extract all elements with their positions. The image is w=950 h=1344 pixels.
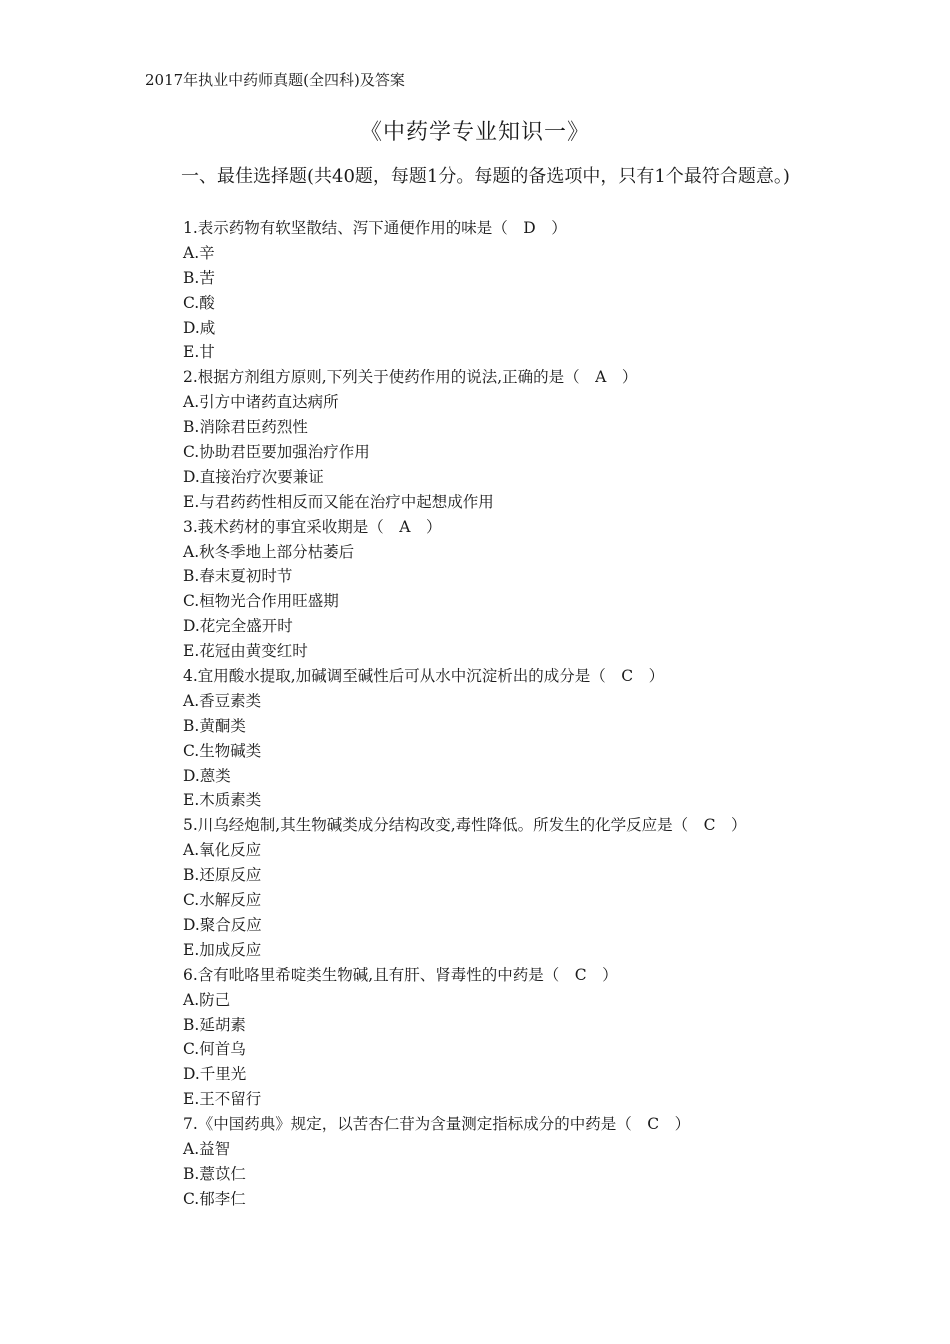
answer-option: E.花冠由黄变红时 [183, 642, 308, 661]
answer-option: D.直接治疗次要兼证 [183, 467, 324, 486]
answer-option: B.苦 [183, 268, 215, 287]
question-stem: 5.川乌经炮制,其生物碱类成分结构改变,毒性降低。所发生的化学反应是（ C ） [183, 816, 747, 835]
answer-option: B.还原反应 [183, 866, 262, 885]
answer-option: E.与君药药性相反而又能在治疗中起想成作用 [183, 492, 494, 511]
answer-option: C.桓物光合作用旺盛期 [183, 592, 339, 611]
answer-option: A.辛 [183, 243, 215, 262]
answer-option: B.消除君臣药烈性 [183, 418, 308, 437]
answer-option: E.加成反应 [183, 940, 262, 959]
question-stem: 3.莪术药材的事宜采收期是（ A ） [183, 517, 442, 536]
answer-option: E.王不留行 [183, 1090, 262, 1109]
answer-option: C.郁李仁 [183, 1189, 246, 1208]
answer-option: D.聚合反应 [183, 915, 262, 934]
answer-option: C.生物碱类 [183, 741, 262, 760]
answer-option: C.酸 [183, 293, 215, 312]
question-list [183, 216, 823, 1212]
answer-option: C.水解反应 [183, 891, 262, 910]
answer-option: C.何首乌 [183, 1040, 246, 1059]
answer-option: A.引方中诸药直达病所 [183, 393, 339, 412]
answer-option: A.秋冬季地上部分枯萎后 [183, 542, 355, 561]
answer-option: D.花完全盛开时 [183, 617, 293, 636]
question-stem: 1.表示药物有软坚散结、泻下通便作用的味是（ D ） [183, 219, 567, 237]
document-header: 2017年执业中药师真题(全四科)及答案 [145, 71, 405, 89]
answer-option: D.蒽类 [183, 766, 231, 785]
answer-option: B.春末夏初时节 [183, 567, 293, 586]
answer-option: A.氧化反应 [183, 841, 262, 860]
document-title: 《中药学专业知识一》 [359, 120, 590, 145]
answer-option: D.千里光 [183, 1065, 247, 1084]
answer-option: B.薏苡仁 [183, 1164, 246, 1183]
answer-option: E.甘 [183, 343, 215, 362]
answer-option: D.咸 [183, 318, 216, 337]
question-stem: 4.宜用酸水提取,加碱调至碱性后可从水中沉淀析出的成分是（ C ） [183, 667, 665, 686]
question-stem: 2.根据方剂组方原则,下列关于使药作用的说法,正确的是（ A ） [183, 368, 638, 387]
answer-option: A.防己 [183, 990, 231, 1009]
answer-option: E.木质素类 [183, 791, 262, 810]
section-heading: 一、最佳选择题(共40题，每题1分。每题的备选项中，只有1个最符合题意。) [181, 166, 790, 187]
question-stem: 7.《中国药典》规定，以苦杏仁苷为含量测定指标成分的中药是（ C ） [183, 1115, 691, 1134]
answer-option: B.延胡素 [183, 1015, 246, 1034]
answer-option: A.益智 [183, 1139, 231, 1158]
question-stem: 6.含有吡咯里希啶类生物碱,且有肝、肾毒性的中药是（ C ） [183, 965, 618, 984]
answer-option: C.协助君臣要加强治疗作用 [183, 443, 370, 462]
answer-option: A.香豆素类 [183, 691, 262, 710]
answer-option: B.黄酮类 [183, 716, 246, 735]
